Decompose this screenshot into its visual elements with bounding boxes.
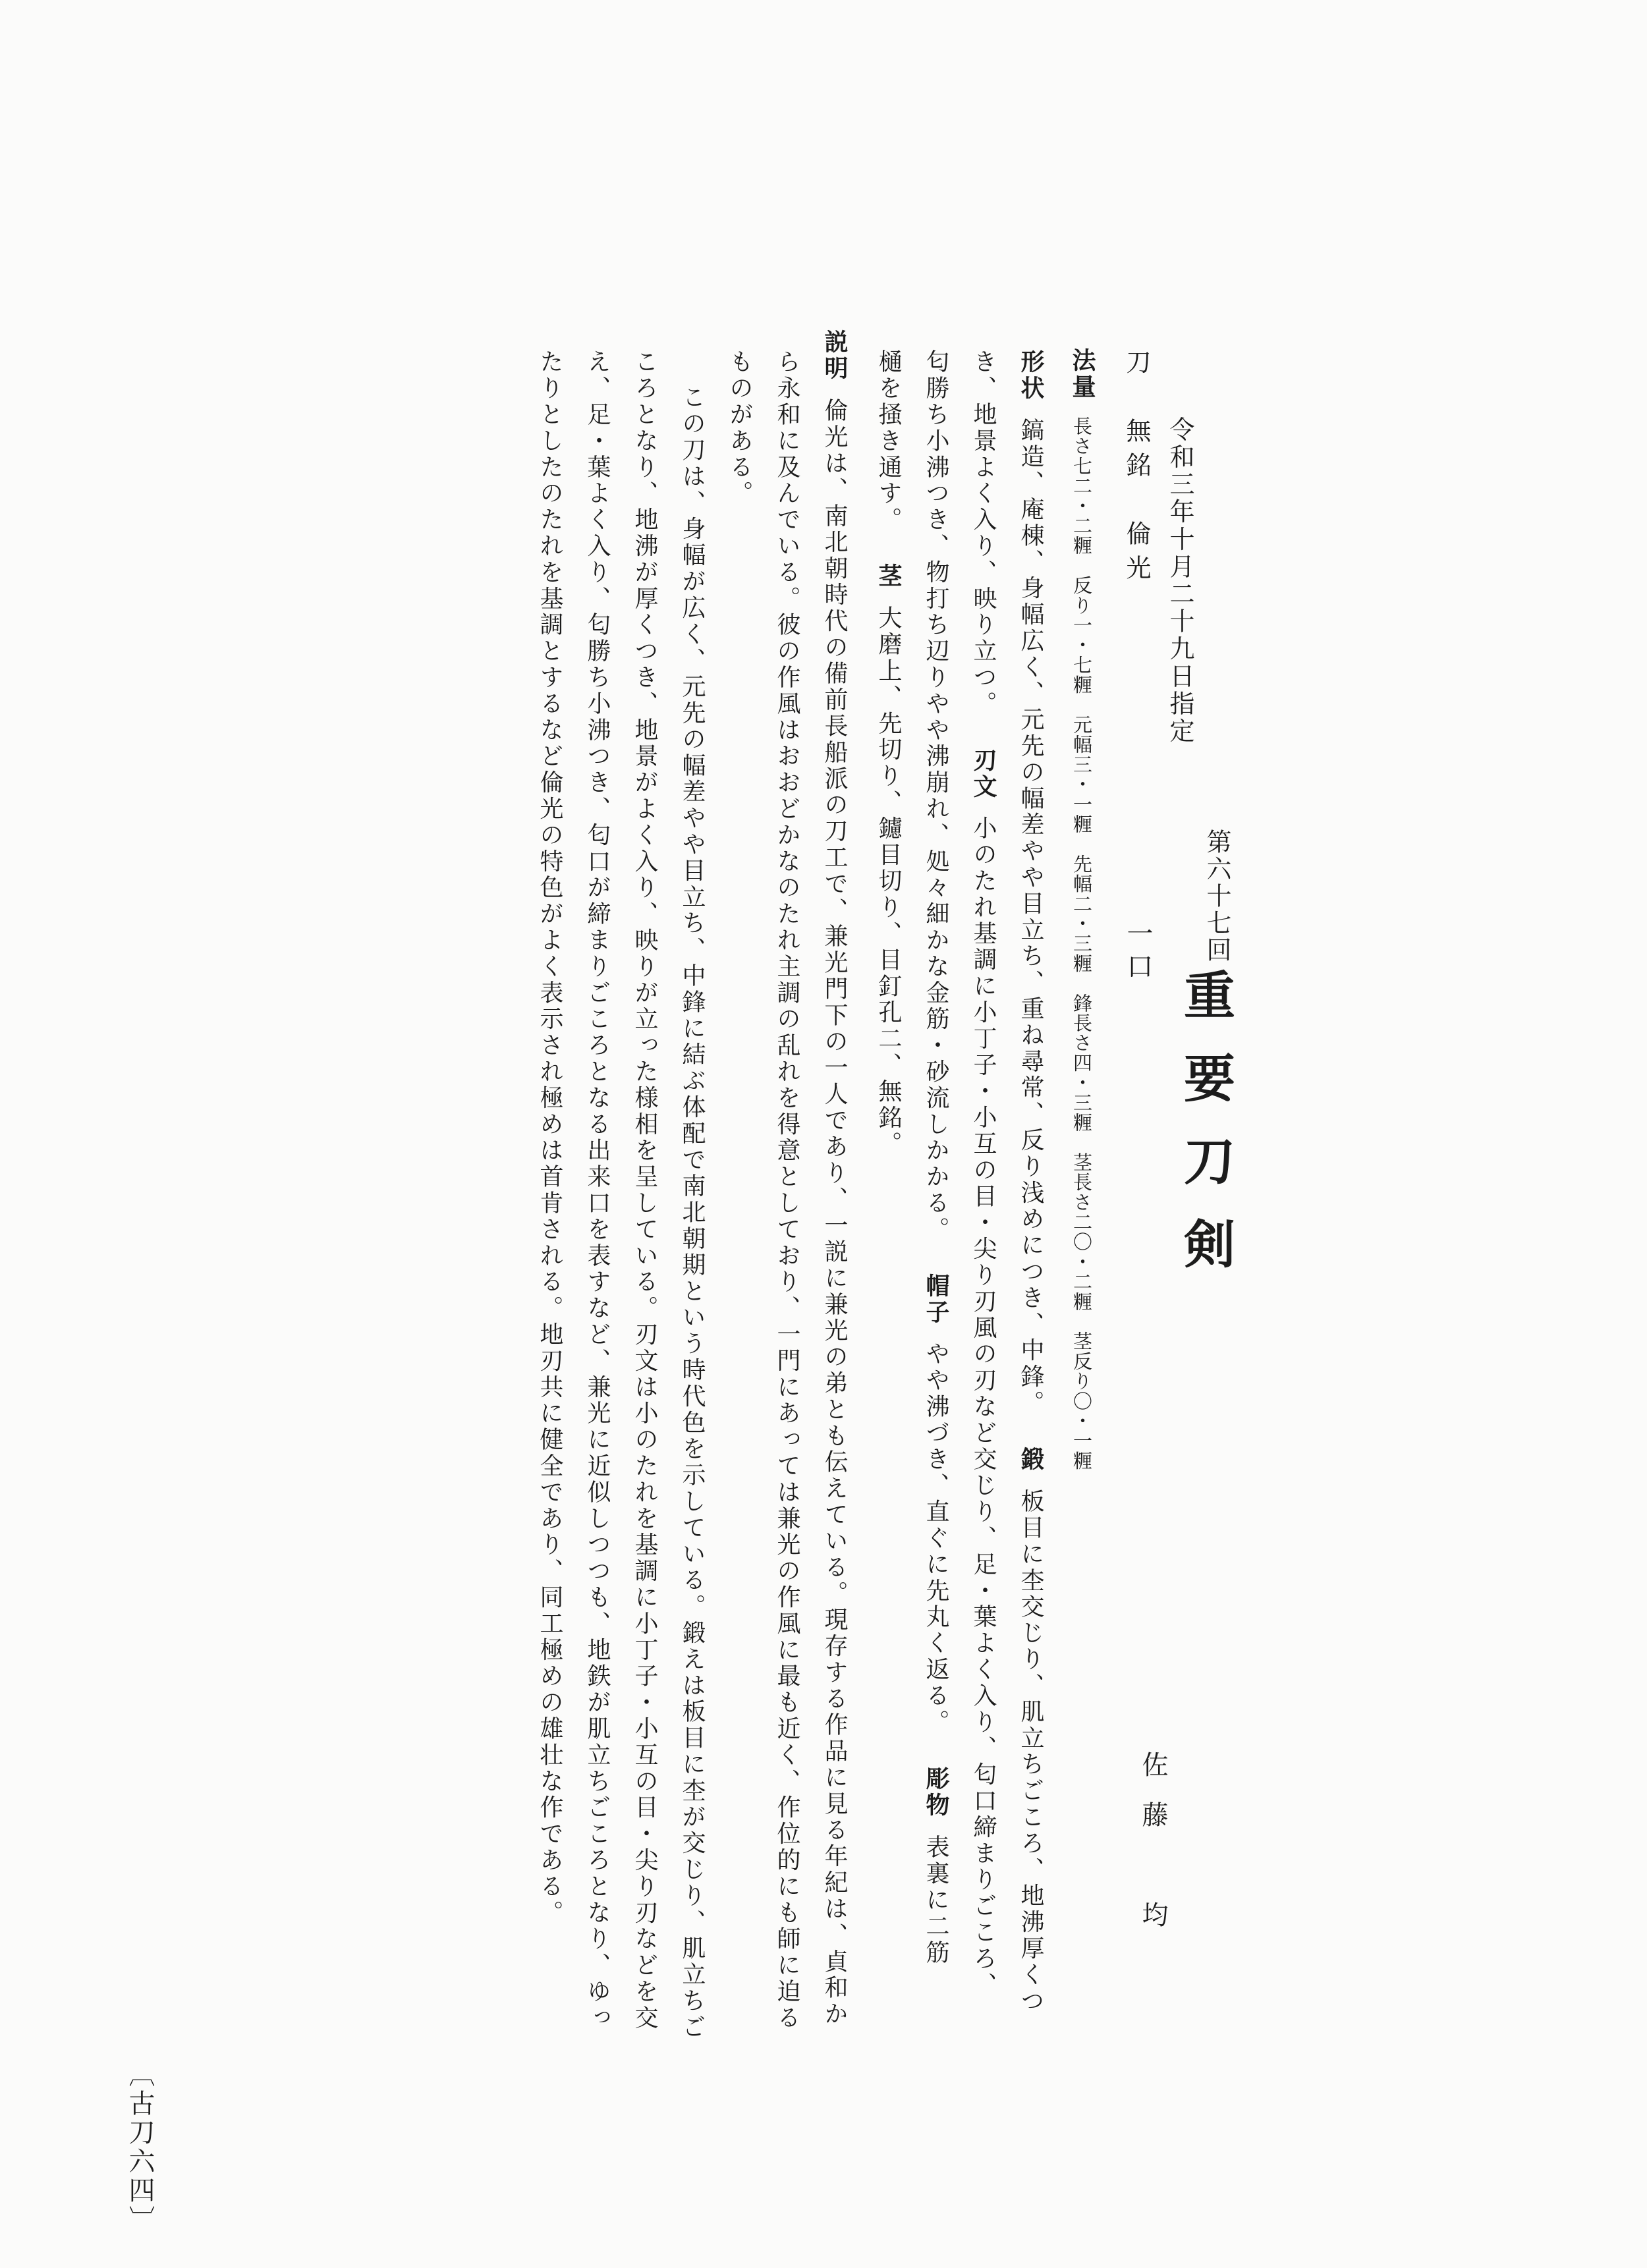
item-title: 刀 無銘 倫光 bbox=[1122, 349, 1151, 589]
explanation-label: 説明 bbox=[821, 329, 848, 382]
shape-line-4 bbox=[876, 349, 900, 1157]
nakago-text: 大磨上、先切り、鑢目切り、目釘孔二、無銘。 bbox=[875, 605, 902, 1158]
forging-text: 板目に杢交じり、肌立ちごころ、地沸厚くつ bbox=[1017, 1488, 1044, 2014]
measurements-text: 長さ七二・二糎 反り一・七糎 元幅三・一糎 先幅二・三糎 鋒長さ四・三糎 茎長さ二〇・二糎 茎反り〇・一糎 bbox=[1071, 416, 1093, 1471]
hamon-continued: 匂勝ち小沸つき、物打ち辺りやや沸崩れ、処々細かな金筋・砂流しかかる。 bbox=[922, 349, 949, 1243]
forging-continued: き、地景よく入り、映り立つ。 bbox=[970, 349, 997, 717]
explanation-line-5: ころとなり、地沸が厚くつき、地景がよく入り、映りが立った様相を呈している。刃文は小のたれを基調に小丁子・小互の目・尖り刃などを交 bbox=[631, 349, 658, 2032]
horimono-text: 表裏に二筋 bbox=[922, 1834, 949, 1966]
hamon-label: 刃文 bbox=[970, 747, 997, 800]
explanation-line-4: この刀は、身幅が広く、元先の幅差やや目立ち、中鋒に結ぶ体配で南北朝期という時代色を示している。鍛えは板目に杢が交じり、肌立ちご bbox=[679, 385, 706, 2041]
explanation-line-6: え、足・葉よく入り、匂勝ち小沸つき、匂口が締まりごころとなる出来口を表すなど、兼光に近似しつつも、地鉄が肌立ちごころとなり、ゆっ bbox=[584, 349, 611, 2032]
shape-text: 鎬造、庵棟、身幅広く、元先の幅差やや目立ち、重ね尋常、反り浅めにつき、中鋒。 bbox=[1017, 417, 1044, 1417]
horimono-continued: 樋を掻き通す。 bbox=[875, 349, 902, 534]
author-name: 佐藤 均 bbox=[1138, 1751, 1168, 1951]
explanation-text-1: 倫光は、南北朝時代の備前長船派の刀工で、兼光門下の一人であり、一説に兼光の弟とも伝えている。現存する作品に見る年紀は、貞和か bbox=[821, 397, 848, 2028]
shape-label: 形状 bbox=[1017, 349, 1044, 402]
explanation-line-2: ら永和に及んでいる。彼の作風はおおどかなのたれ主調の乱れを得意としており、一門にあっては兼光の作風に最も近く、作位的にも師に迫る bbox=[773, 349, 800, 2032]
horimono-label: 彫物 bbox=[922, 1765, 949, 1819]
explanation-line-1 bbox=[822, 329, 846, 2028]
session-number: 第六十七回 bbox=[1202, 829, 1231, 964]
item-count: 一口 bbox=[1123, 920, 1153, 985]
shape-line-2 bbox=[971, 349, 995, 1999]
page-folio: 〔古刀六四〕 bbox=[125, 2061, 155, 2234]
explanation-line-7: たりとしたのたれを基調とするなど倫光の特色がよく表示され極めは首肯される。地刃共に健全であり、同工極めの雄壮な作である。 bbox=[536, 349, 563, 1926]
measurements-label: 法量 bbox=[1069, 348, 1096, 401]
page-title: 重要刀剣 bbox=[1175, 968, 1235, 1300]
measurements-line bbox=[1070, 348, 1094, 1470]
shape-line-1 bbox=[1019, 349, 1042, 2014]
shape-line-3 bbox=[924, 349, 947, 1966]
boshi-text: やや沸づき、直ぐに先丸く返る。 bbox=[922, 1341, 949, 1736]
boshi-label: 帽子 bbox=[922, 1273, 949, 1326]
explanation-line-3: ものがある。 bbox=[726, 349, 753, 507]
hamon-text: 小のたれ基調に小丁子・小互の目・尖り刃風の刃など交じり、足・葉よく入り、匂口締まりごころ、 bbox=[970, 816, 997, 1999]
nakago-label: 茎 bbox=[875, 563, 902, 590]
forging-label: 鍛 bbox=[1017, 1447, 1044, 1473]
designation-date: 令和三年十月二十九日指定 bbox=[1165, 416, 1194, 746]
